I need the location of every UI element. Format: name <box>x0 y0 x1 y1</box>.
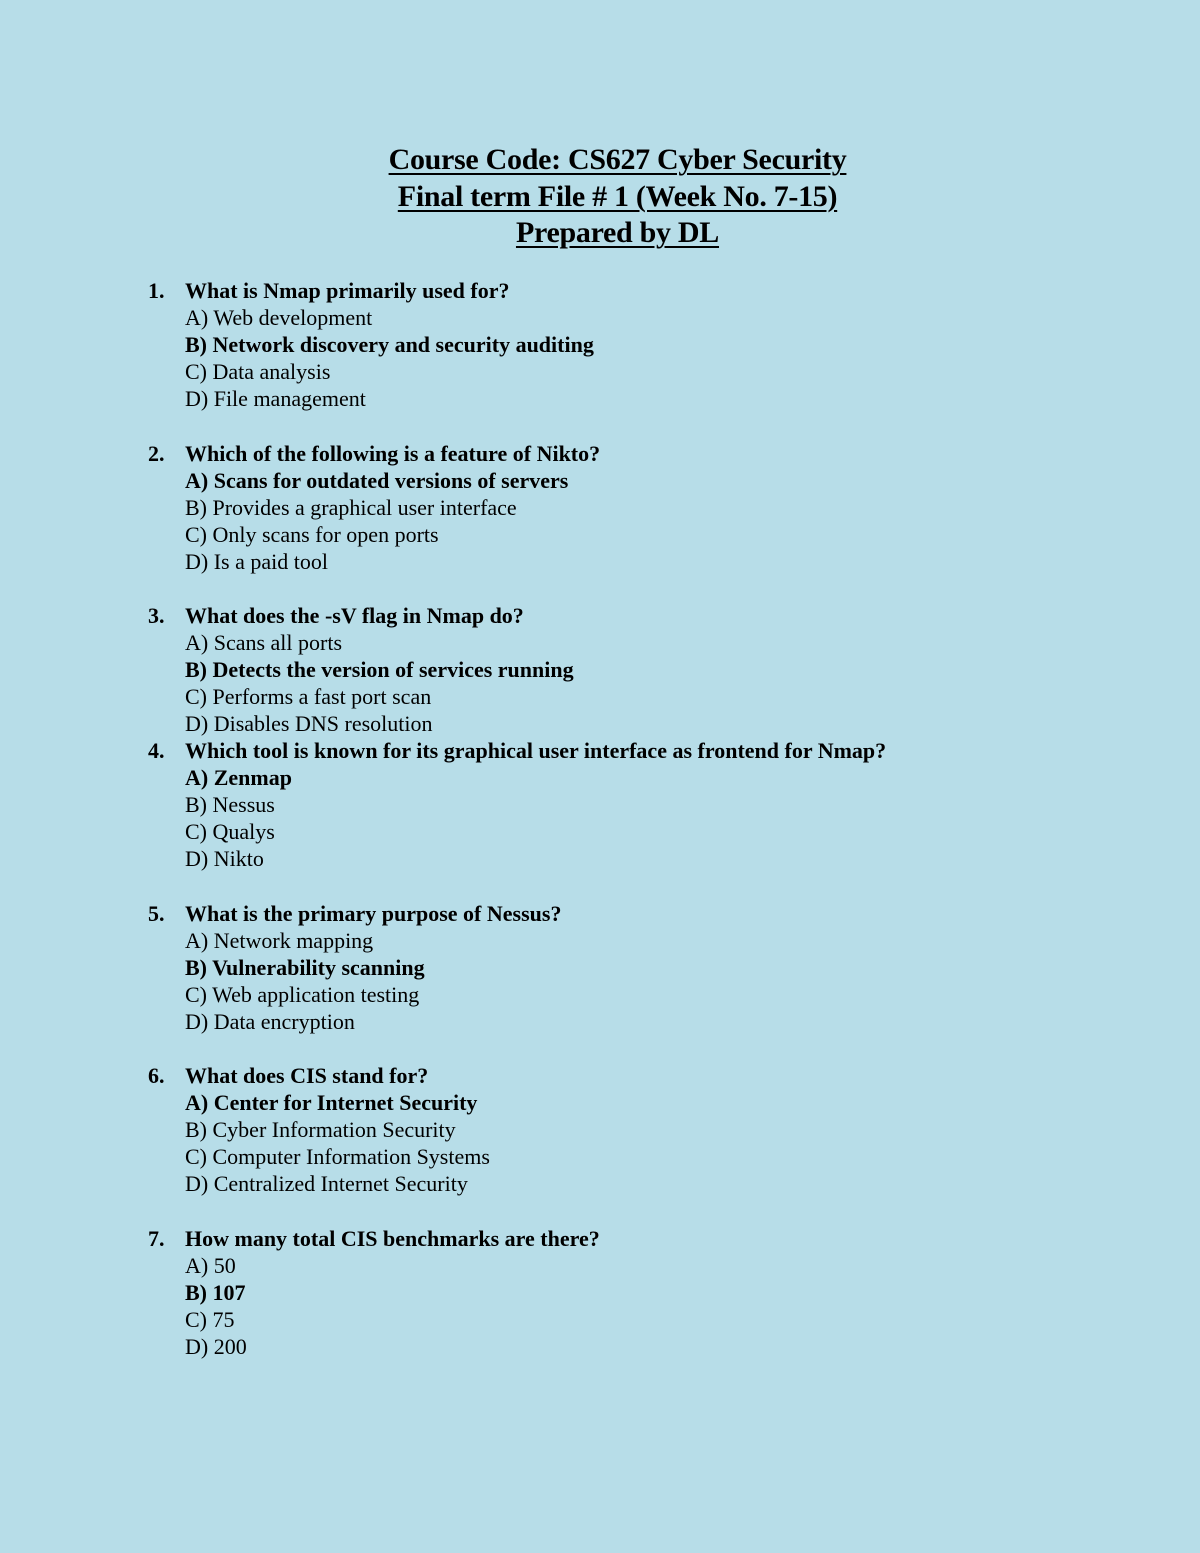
option-d: D) Data encryption <box>185 1009 355 1034</box>
question-number: 1. <box>148 278 165 303</box>
option-b-correct: B) 107 <box>185 1280 246 1305</box>
option-a: A) Scans all ports <box>185 630 343 655</box>
option-b: B) Provides a graphical user interface <box>185 495 517 520</box>
option-a: A) Network mapping <box>185 928 374 953</box>
question-5 <box>148 900 1168 1035</box>
option-d: D) Is a paid tool <box>185 549 328 574</box>
file-subtitle: Final term File # 1 (Week No. 7-15) <box>397 179 838 213</box>
option-d: D) Centralized Internet Security <box>185 1171 468 1196</box>
question-number: 6. <box>148 1063 165 1088</box>
option-c: C) Web application testing <box>185 982 420 1007</box>
option-c: C) Only scans for open ports <box>185 522 439 547</box>
option-d: D) Disables DNS resolution <box>185 711 433 736</box>
option-b: B) Nessus <box>185 792 275 817</box>
question-6 <box>148 1062 1168 1197</box>
option-b-correct: B) Network discovery and security auditing <box>185 332 594 357</box>
option-a-correct: A) Center for Internet Security <box>185 1090 478 1115</box>
question-number: 2. <box>148 441 165 466</box>
question-text: 2. Which of the following is a feature of Nikto? <box>148 441 601 466</box>
question-1 <box>148 277 1168 412</box>
option-c: C) Data analysis <box>185 359 331 384</box>
question-text: 6. What does CIS stand for? <box>148 1063 429 1088</box>
option-c: C) Qualys <box>185 819 275 844</box>
option-c: C) Performs a fast port scan <box>185 684 432 709</box>
option-d: D) 200 <box>185 1334 247 1359</box>
question-text: 4. Which tool is known for its graphical user interface as frontend for Nmap? <box>148 738 887 763</box>
option-a-correct: A) Scans for outdated versions of servers <box>185 468 569 493</box>
question-2 <box>148 440 1168 575</box>
option-a: A) 50 <box>185 1253 236 1278</box>
option-a-correct: A) Zenmap <box>185 765 292 790</box>
question-text: 1. What is Nmap primarily used for? <box>148 278 510 303</box>
option-b: B) Cyber Information Security <box>185 1117 456 1142</box>
option-a: A) Web development <box>185 305 373 330</box>
option-b-correct: B) Vulnerability scanning <box>185 955 425 980</box>
question-text: 3. What does the -sV flag in Nmap do? <box>148 603 524 628</box>
option-d: D) Nikto <box>185 846 264 871</box>
question-number: 5. <box>148 901 165 926</box>
question-number: 7. <box>148 1226 165 1251</box>
question-text: 5. What is the primary purpose of Nessus? <box>148 901 562 926</box>
question-text: 7. How many total CIS benchmarks are there? <box>148 1226 600 1251</box>
question-3 <box>148 602 1168 737</box>
question-4 <box>148 737 1168 872</box>
option-c: C) Computer Information Systems <box>185 1144 490 1169</box>
question-number: 3. <box>148 603 165 628</box>
course-code-title: Course Code: CS627 Cyber Security <box>388 143 847 176</box>
prepared-by: Prepared by DL <box>515 216 720 249</box>
option-c: C) 75 <box>185 1307 235 1332</box>
option-b-correct: B) Detects the version of services running <box>185 657 574 682</box>
option-d: D) File management <box>185 386 366 411</box>
document-header <box>0 142 1200 252</box>
question-7 <box>148 1225 1168 1360</box>
question-number: 4. <box>148 738 165 763</box>
